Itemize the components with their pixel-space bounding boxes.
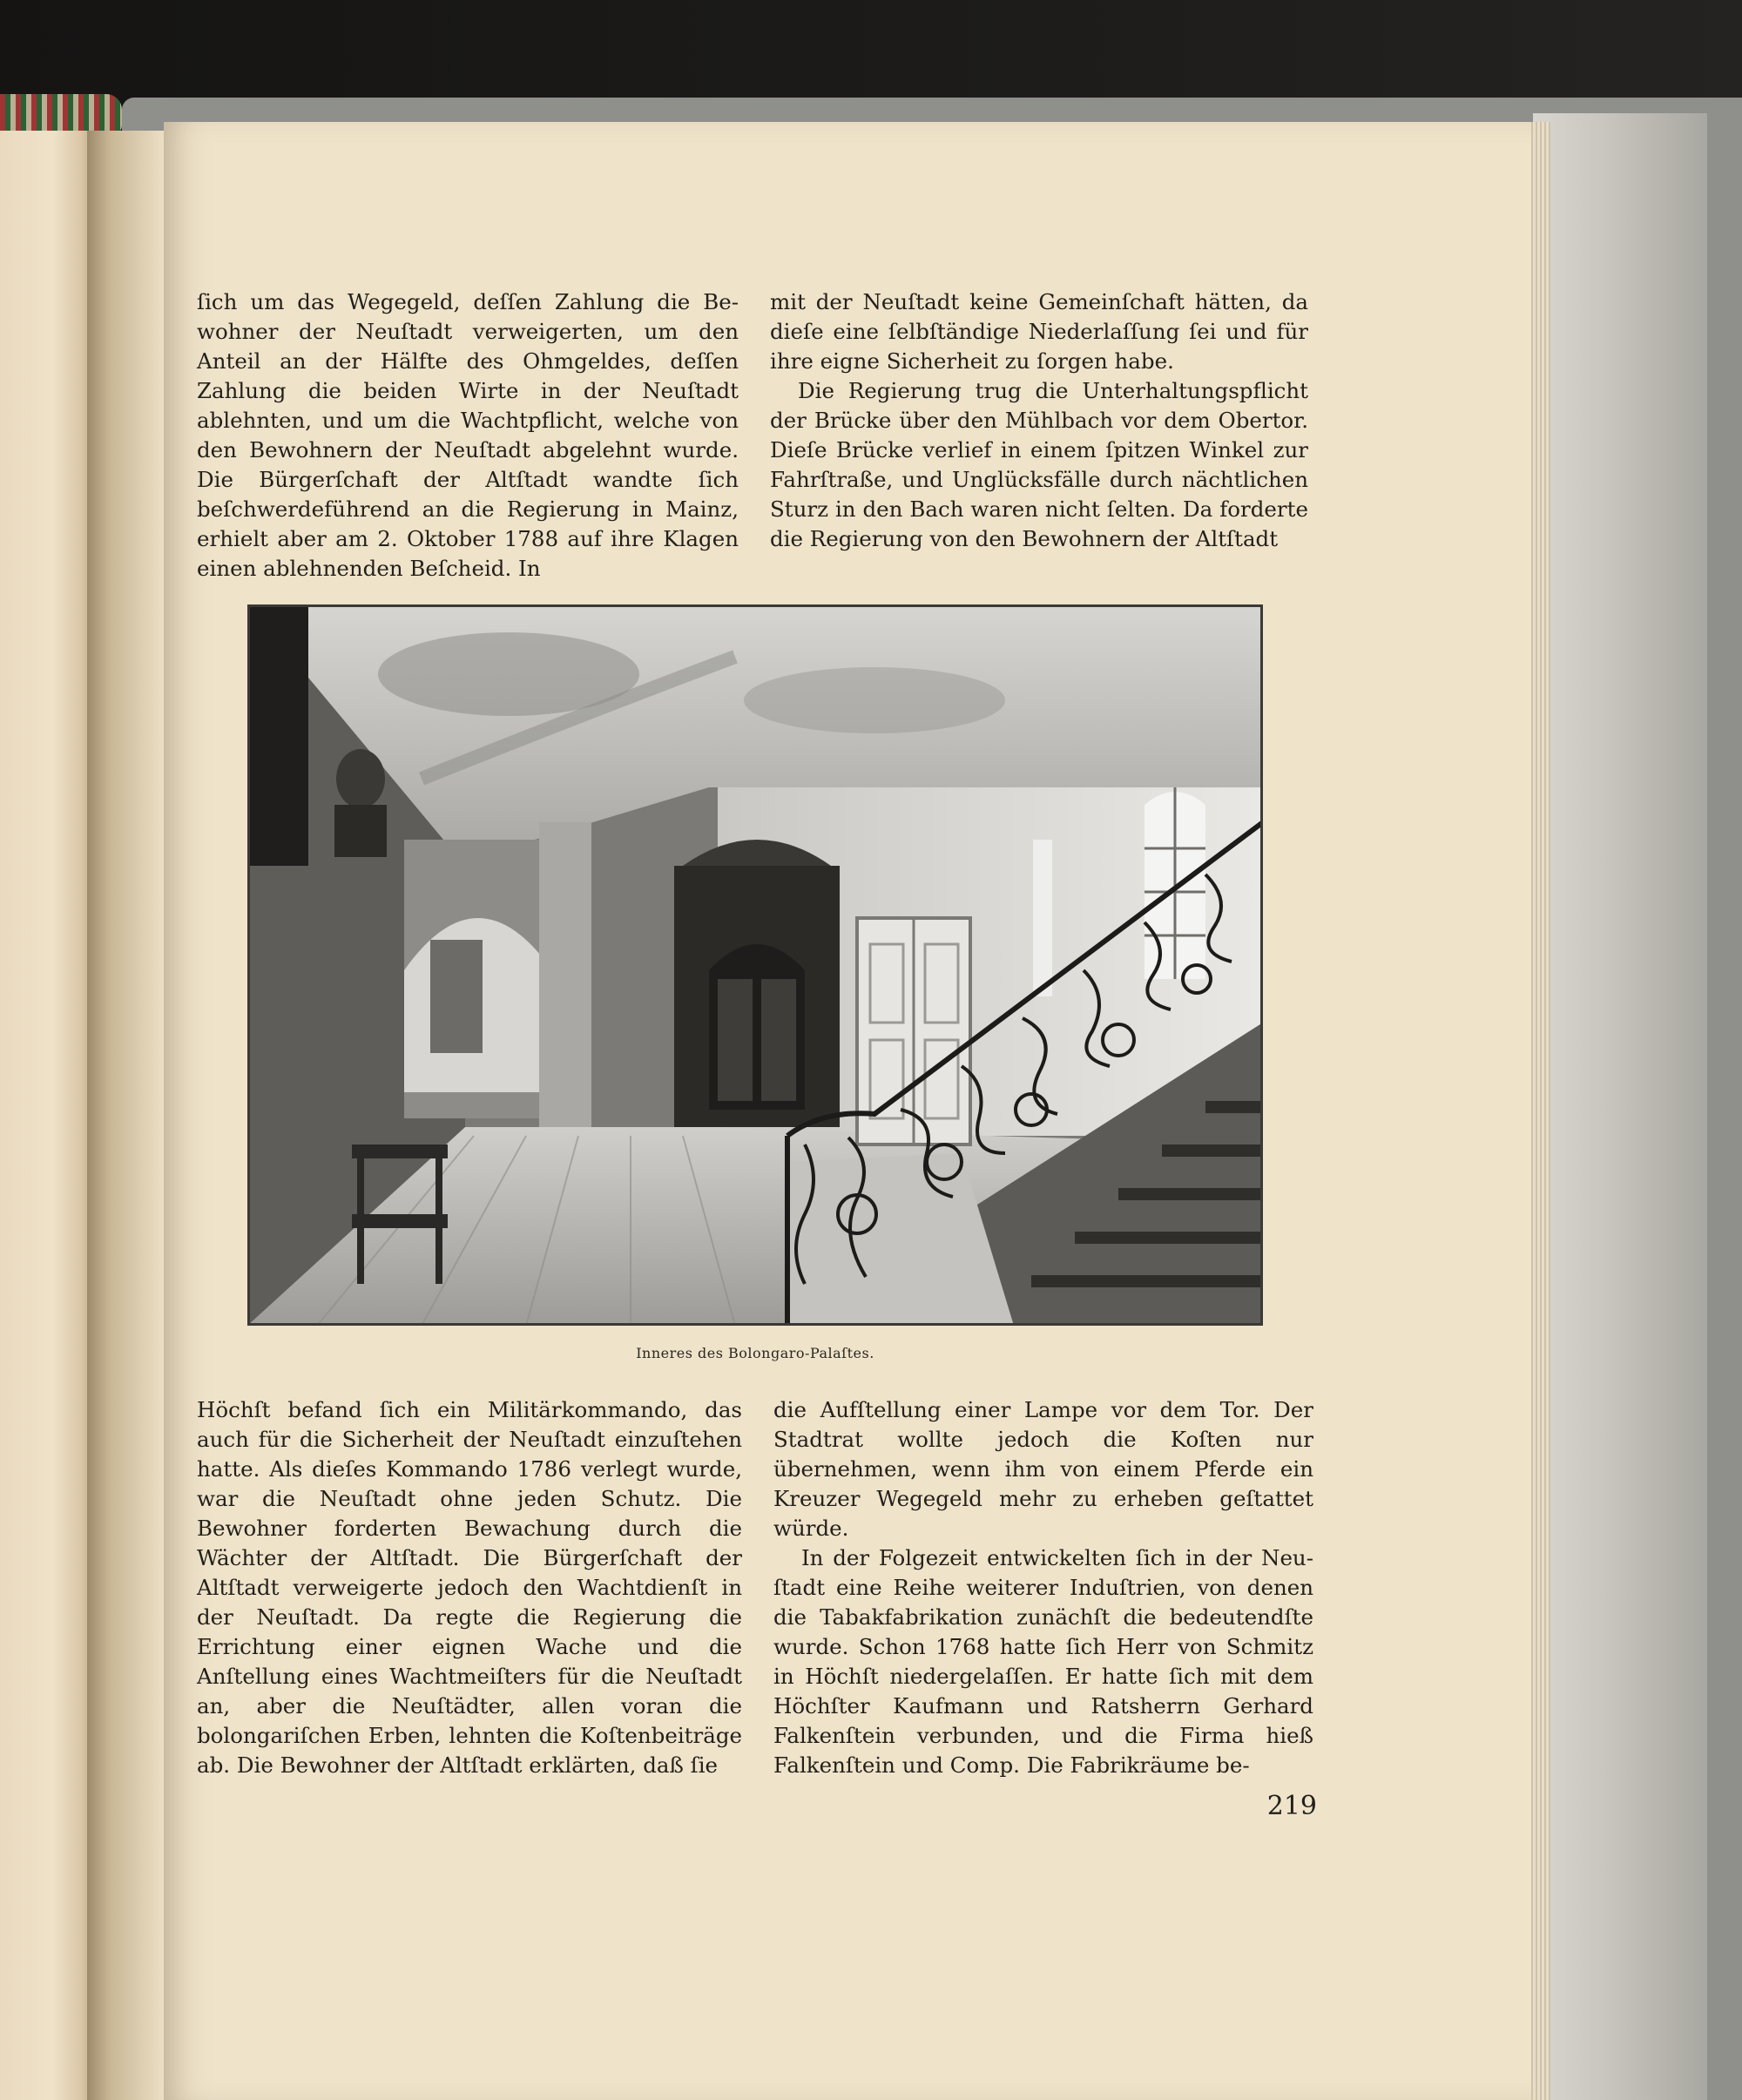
photograph-palace-interior bbox=[247, 604, 1263, 1326]
text-column-top-right bbox=[770, 287, 1308, 563]
cover-board bbox=[1533, 113, 1707, 2100]
image-caption: Inneres des Bolongaro-Palaſtes. bbox=[636, 1345, 874, 1361]
page-number: 219 bbox=[1266, 1791, 1317, 1821]
paragraph: In der Folgezeit entwickelten ſich in der Neuſtadt eine Reihe weiterer Induſtrien, von denen die Tabakfabrikation zunächſt die bedeutendſte wurde. Schon 1768 hatte ſich Herr von Schmitz in Höchſt niedergelaſſen. Er hatte ſich mit dem Höchſter Kaufmann und Ratsherrn Gerhard Falkenſtein verbunden, und die Firma hieß Falkenſtein und Comp. Die Fabrikräume be- bbox=[773, 1545, 1313, 1778]
paragraph: mit der Neuſtadt keine Gemeinſchaft hätten, da dieſe eine ſelbſtändige Niederlaſſung ſei und für ihre eigne Sicherheit zu ſorgen habe. bbox=[770, 289, 1308, 374]
text-column-bottom-left bbox=[197, 1395, 742, 1779]
previous-page-edge bbox=[0, 131, 96, 2100]
paragraph: ſich um das Wegegeld, deſſen Zahlung die Bewohner der Neuſtadt verweigerten, um den Anteil an der Hälfte des Ohmgeldes, deſſen Zahlung die beiden Wirte in der Neuſtadt ablehnten, und um die Wachtpflicht, welche von den Bewohnern der Neuſtadt abgelehnt wurde. Die Bürgerſchaft der Altſtadt wandte ſich beſchwerdeführend an die Regierung in Mainz, erhielt aber am 2. Oktober 1788 auf ihre Klagen einen ablehnenden Beſcheid. In bbox=[197, 289, 739, 581]
book-gutter bbox=[87, 131, 165, 2100]
paragraph: Die Regierung trug die Unterhaltungspflicht der Brücke über den Mühlbach vor dem Obertor. Dieſe Brücke verlief in einem ſpitzen Winkel zur Fahrſtraße, und Unglücksfälle durch nächtlichen Sturz in den Bach waren nicht ſelten. Da forderte die Regierung von den Bewohnern der Altſtadt bbox=[770, 378, 1308, 551]
headband bbox=[0, 94, 122, 134]
text-column-bottom-right bbox=[773, 1395, 1313, 1779]
paragraph: die Aufſtellung einer Lampe vor dem Tor. Der Stadtrat wollte jedoch die Koſten nur übernehmen, wenn ihm von einem Pferde ein Kreuzer Wegegeld mehr zu erheben geſtattet würde. bbox=[773, 1397, 1313, 1541]
paragraph: Höchſt befand ſich ein Militärkommando, das auch für die Sicherheit der Neuſtadt einzuſtehen hatte. Als dieſes Kommando 1786 verlegt wurde, war die Neuſtadt ohne jeden Schutz. Die Bewohner forderten Bewachung durch die Wächter der Altſtadt. Die Bürgerſchaft der Altſtadt verweigerte jedoch den Wachtdienſt in der Neuſtadt. Da regte die Regierung die Errichtung einer eignen Wache und die Anſtellung eines Wachtmeiſters für die Neuſtadt an, aber die Neuſtädter, allen voran die bolongariſchen Erben, lehnten die Koſtenbeiträge ab. Die Bewohner der Altſtadt erklärten, daß ſie bbox=[197, 1397, 742, 1778]
photo-illustration bbox=[247, 604, 1263, 1326]
text-column-top-left bbox=[197, 287, 739, 581]
